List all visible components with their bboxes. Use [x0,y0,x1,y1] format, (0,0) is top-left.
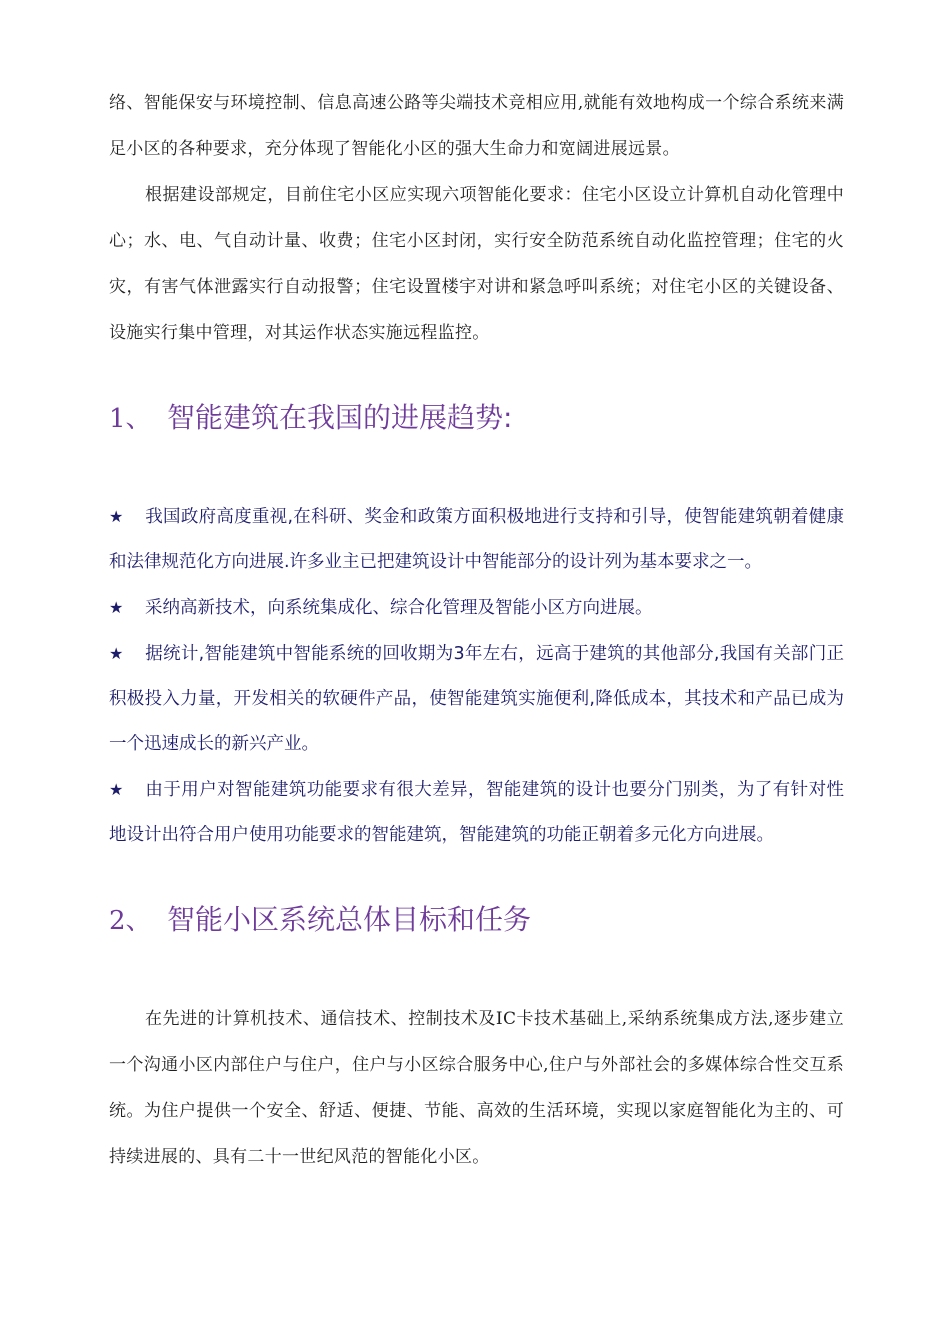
star-bullet-icon: ★ [109,598,124,617]
bullet-text: 采纳高新技术，向系统集成化、综合化管理及智能小区方向进展。 [145,598,653,618]
bullet-item [109,631,844,767]
section-2-heading [109,898,844,938]
star-bullet-icon: ★ [109,780,124,799]
star-bullet-icon: ★ [109,507,124,526]
section-2-title: 智能小区系统总体目标和任务 [167,903,532,936]
section-1-heading [109,396,844,436]
bullet-item [109,494,844,585]
bullet-item [109,585,844,631]
section-2-number: 2、 [109,906,152,936]
bullet-text: 由于用户对智能建筑功能要求有很大差异，智能建筑的设计也要分门别类，为了有针对性地设计出符合用户使用功能要求的智能建筑，智能建筑的功能正朝着多元化方向进展。 [109,780,844,845]
bullet-text: 我国政府高度重视,在科研、奖金和政策方面积极地进行支持和引导，使智能建筑朝着健康和法律规范化方向进展.许多业主已把建筑设计中智能部分的设计列为基本要求之一。 [109,507,844,572]
bullet-item [109,767,844,858]
bullet-text: 据统计,智能建筑中智能系统的回收期为3年左右，远高于建筑的其他部分,我国有关部门正积极投入力量，开发相关的软硬件产品，使智能建筑实施便利,降低成本，其技术和产品已成为一个迅速成长的新兴产业。 [109,644,844,754]
section-1-title: 智能建筑在我国的进展趋势: [167,401,513,434]
star-bullet-icon: ★ [109,644,124,663]
intro-paragraph-2: 根据建设部规定，目前住宅小区应实现六项智能化要求：住宅小区设立计算机自动化管理中心；水、电、气自动计量、收费；住宅小区封闭，实行安全防范系统自动化监控管理；住宅的火灾，有害气体泄露实行自动报警；住宅设置楼宇对讲和紧急呼叫系统；对住宅小区的关键设备、设施实行集中管理，对其运作状态实施远程监控。 [109,185,844,343]
section-2-paragraph: 在先进的计算机技术、通信技术、控制技术及IC卡技术基础上,采纳系统集成方法,逐步建立一个沟通小区内部住户与住户，住户与小区综合服务中心,住户与外部社会的多媒体综合性交互系统。为住户提供一个安全、舒适、便捷、节能、高效的生活环境，实现以家庭智能化为主的、可持续进展的、具有二十一世纪风范的智能化小区。 [109,1009,844,1167]
document-body [109,80,844,1180]
section-1-bullet-list [109,494,844,858]
intro-paragraph-1: 络、智能保安与环境控制、信息高速公路等尖端技术竞相应用,就能有效地构成一个综合系统来满足小区的各种要求，充分体现了智能化小区的强大生命力和宽阔进展远景。 [109,93,844,159]
section-1-number: 1、 [109,404,152,434]
